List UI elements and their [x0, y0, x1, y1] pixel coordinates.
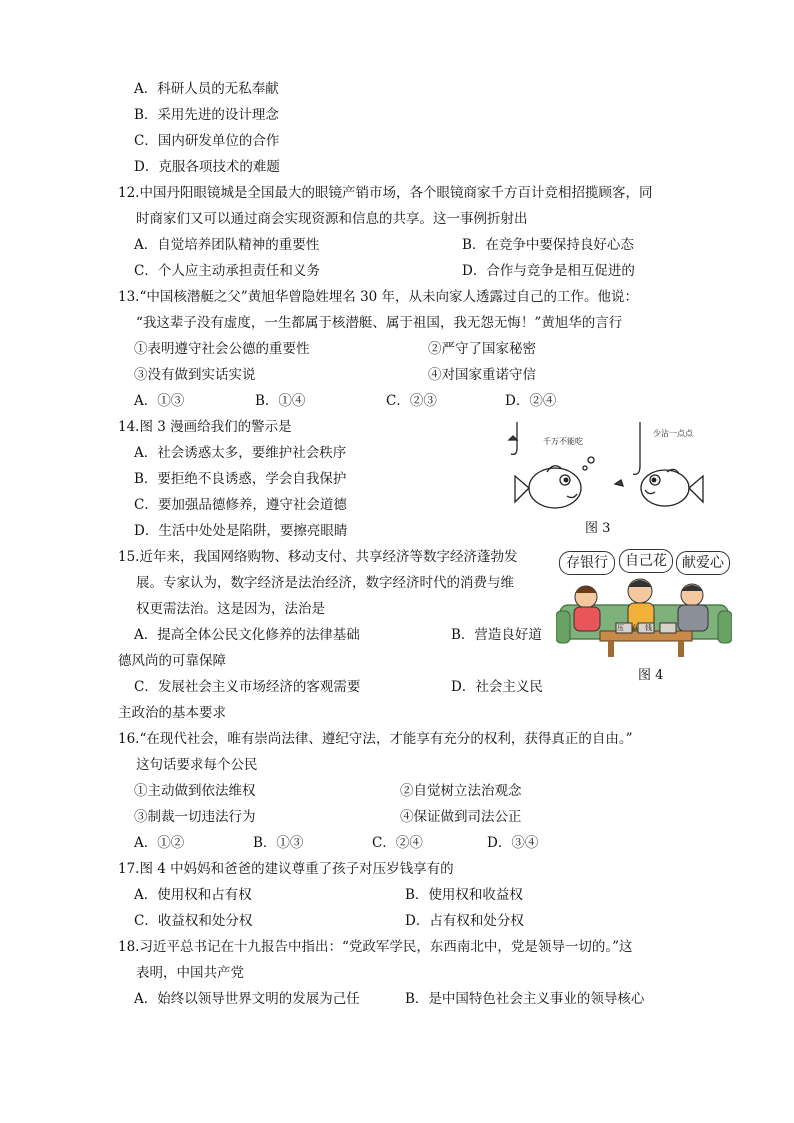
q17-option-b: B．使用权和收益权: [405, 887, 523, 903]
family-sofa-illustration: [556, 545, 732, 665]
q14-option-d: D．生活中处处是陷阱，要擦亮眼睛: [134, 523, 348, 539]
q18-option-b: B．是中国特色社会主义事业的领导核心: [405, 991, 645, 1007]
q16-option-b: B．①③: [253, 835, 304, 851]
q18-option-a: A．始终以领导世界文明的发展为己任: [134, 991, 360, 1007]
q15-stem-line1: 15.近年来，我国网络购物、移动支付、共享经济等数字经济蓬勃发: [118, 549, 518, 565]
speech-bubble-donate: 献爱心: [676, 551, 730, 575]
q13-stem-line2: “我这辈子没有虚度，一生都属于核潜艇、属于祖国，我无怨无悔！”黄旭华的言行: [136, 315, 623, 331]
q13-statement-2: ②严守了国家秘密: [428, 341, 536, 357]
q13-option-a: A．①③: [134, 393, 185, 409]
q16-statement-1: ①主动做到依法维权: [134, 783, 256, 799]
q13-statement-1: ①表明遵守社会公德的重要性: [134, 341, 310, 357]
figure-4-cartoon: [556, 545, 732, 665]
q16-statement-2: ②自觉树立法治观念: [400, 783, 522, 799]
speech-bubble-spend: 自己花: [619, 549, 673, 573]
q14-option-a: A．社会诱惑太多，要维护社会秩序: [134, 445, 347, 461]
q16-option-a: A．①②: [134, 835, 185, 851]
q17-option-d: D．占有权和处分权: [405, 913, 524, 929]
q16-stem-line1: 16.“在现代社会，唯有崇尚法律、遵纪守法，才能享有充分的权利，获得真正的自由。”: [118, 731, 633, 747]
q16-statement-4: ④保证做到司法公正: [400, 809, 522, 825]
q14-stem: 14.图 3 漫画给我们的警示是: [118, 419, 292, 435]
q16-option-c: C．②④: [372, 835, 423, 851]
figure-4-caption: 图 4: [638, 668, 664, 683]
q15-option-b-cont: 德风尚的可靠保障: [118, 653, 226, 669]
q17-option-c: C．收益权和处分权: [134, 913, 253, 929]
q16-statement-3: ③制裁一切违法行为: [134, 809, 256, 825]
q15-option-d-cont: 主政治的基本要求: [118, 705, 226, 721]
q15-option-d: D．社会主义民: [451, 679, 543, 695]
q12-option-c: C．个人应主动承担责任和义务: [134, 263, 320, 279]
speech-bubble-bank: 存银行: [559, 551, 615, 575]
q15-stem-line3: 权更需法治。这是因为，法治是: [136, 601, 325, 617]
q15-option-a: A．提高全体公民文化修养的法律基础: [134, 627, 360, 643]
figure-3-cartoon: [495, 420, 715, 522]
q18-stem-line1: 18.习近平总书记在十九报告中指出：“党政军学民，东西南北中，党是领导一切的。”这: [118, 939, 633, 955]
q11-option-d: D．克服各项技术的难题: [134, 159, 280, 175]
q12-option-d: D．合作与竞争是相互促进的: [462, 263, 635, 279]
q15-option-c: C．发展社会主义市场经济的客观需要: [134, 679, 361, 695]
q13-stem-line1: 13.“中国核潜艇之父”黄旭华曾隐姓埋名 30 年，从未向家人透露过自己的工作。他说：: [118, 289, 639, 305]
q13-option-c: C．②③: [386, 393, 437, 409]
q16-option-d: D．③④: [487, 835, 539, 851]
q17-stem: 17.图 4 中妈妈和爸爸的建议尊重了孩子对压岁钱享有的: [118, 861, 454, 877]
q11-option-c: C．国内研发单位的合作: [134, 133, 280, 149]
q14-option-b: B．要拒绝不良诱惑，学会自我保护: [134, 471, 347, 487]
q13-statement-3: ③没有做到实话实说: [134, 367, 256, 383]
q15-stem-line2: 展。专家认为，数字经济是法治经济，数字经济时代的消费与维: [136, 575, 514, 591]
q12-stem-line2: 时商家们又可以通过商会实现资源和信息的共享。这一事例折射出: [136, 211, 528, 227]
q11-option-b: B．采用先进的设计理念: [134, 107, 279, 123]
q18-stem-line2: 表明，中国共产党: [136, 965, 244, 981]
lucky-money-box-label: 压岁钱: [617, 624, 659, 632]
q16-stem-line2: 这句话要求每个公民: [136, 757, 258, 773]
fish-speech-2: 少沾一点点: [653, 429, 693, 438]
q15-option-b: B．营造良好道: [451, 627, 542, 643]
fish-speech-1: 千万不能吃: [543, 437, 583, 446]
q12-stem-line1: 12.中国丹阳眼镜城是全国最大的眼镜产销市场，各个眼镜商家千方百计竞相招揽顾客，同: [118, 185, 653, 201]
q12-option-b: B．在竞争中要保持良好心态: [462, 237, 634, 253]
q14-option-c: C．要加强品德修养，遵守社会道德: [134, 497, 347, 513]
q13-option-d: D．②④: [505, 393, 557, 409]
q11-option-a: A．科研人员的无私奉献: [134, 81, 279, 97]
figure-3-caption: 图 3: [585, 521, 611, 536]
q13-statement-4: ④对国家重诺守信: [428, 367, 536, 383]
q17-option-a: A．使用权和占有权: [134, 887, 252, 903]
q13-option-b: B．①④: [255, 393, 306, 409]
q12-option-a: A．自觉培养团队精神的重要性: [134, 237, 320, 253]
